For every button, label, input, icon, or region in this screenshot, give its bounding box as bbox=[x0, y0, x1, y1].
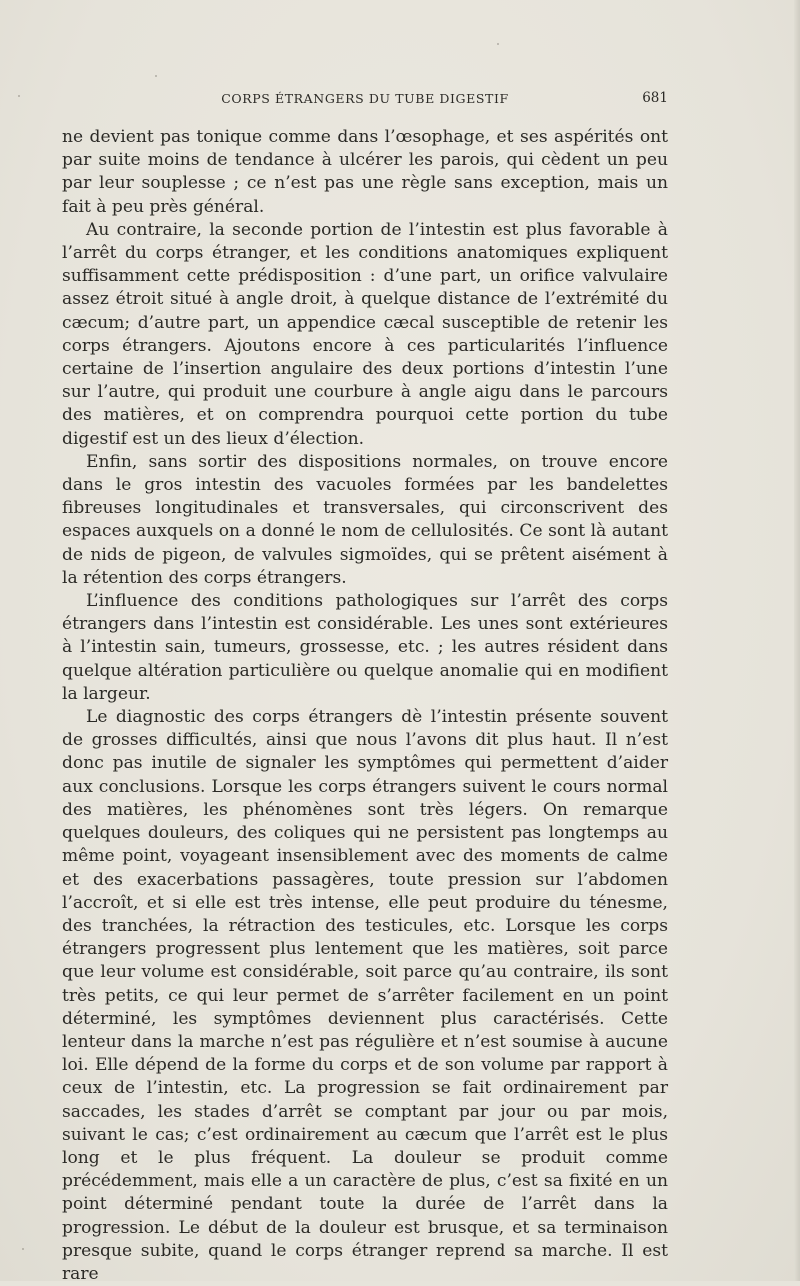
page-edge-shadow bbox=[794, 0, 800, 1281]
running-title: CORPS ÉTRANGERS DU TUBE DIGESTIF bbox=[221, 91, 509, 106]
paragraph-1: ne devient pas tonique comme dans l’œsophage, et ses aspérités ont par suite moins de tendance à ulcérer les parois, qui cèdent un peu par leur souplesse ; ce n’est pas une règle sans exception, mais un fait à peu près général. bbox=[62, 127, 668, 217]
paper-speck bbox=[497, 43, 499, 45]
paragraph-2: Au contraire, la seconde portion de l’intestin est plus favorable à l’arrêt du corps étranger, et les conditions anatomiques expliquent suffisamment cette prédisposition : d’une part, un orifice valvulaire assez étroit situé à angle droit, à quelque distance de l’extrémité du cæcum; d’autre part, un appendice cæcal susceptible de retenir les corps étrangers. Ajoutons encore à ces particularités l’influence certaine de l’insertion angulaire des deux portions d’intestin l’une sur l’autre, qui produit une courbure à angle aigu dans le parcours des matières, et on comprendra pourquoi cette portion du tube digestif est un des lieux d’élection. bbox=[62, 219, 668, 449]
page-header bbox=[62, 89, 668, 109]
paper-speck bbox=[155, 75, 157, 77]
paper-speck bbox=[18, 95, 20, 97]
page-number: 681 bbox=[642, 90, 668, 106]
paragraph-4: L’influence des conditions pathologiques sur l’arrêt des corps étrangers dans l’intestin est considérable. Les unes sont extérieures à l’intestin sain, tumeurs, grossesse, etc. ; les autres résident dans quelque altération particulière ou quelque anomalie qui en modifient la largeur. bbox=[62, 591, 668, 704]
paper-speck bbox=[22, 1248, 24, 1250]
paragraph-5: Le diagnostic des corps étrangers dè l’intestin présente souvent de grosses difficultés, ainsi que nous l’avons dit plus haut. Il n’est donc pas inutile de signaler les symptômes qui permettent d’aider aux conclusions. Lorsque les corps étrangers suivent le cours normal des matières, les phénomènes sont très légers. On remarque quelques douleurs, des coliques qui ne persistent pas longtemps au même point, voyageant insensiblement avec des moments de calme et des exacerbations passagères, toute pression sur l’abdomen l’accroît, et si elle est très intense, elle peut produire du ténesme, des tranchées, la rétraction des testicules, etc. Lorsque les corps étrangers progressent plus lentement que les matières, soit parce que leur volume est considérable, soit parce qu’au contraire, ils sont très petits, ce qui leur permet de s’arrêter facilement en un point déterminé, les symptômes deviennent plus caractérisés. Cette lenteur dans la marche n’est pas régulière et n’est soumise à aucune loi. Elle dépend de la forme du corps et de son volume par rapport à ceux de l’intestin, etc. La progression se fait ordinairement par saccades, les stades d’arrêt se comptant par jour ou par mois, suivant le cas; c’est ordinairement au cæcum que l’arrêt est le plus long et le plus fréquent. La douleur se produit comme précédemment, mais elle a un caractère de plus, c’est sa fixité en un point déterminé pendant toute la durée de l’arrêt dans la progression. Le début de la douleur est brusque, et sa terminaison presque subite, quand le corps étranger reprend sa marche. Il est rare bbox=[62, 707, 668, 1284]
paragraph-3: Enfin, sans sortir des dispositions normales, on trouve encore dans le gros intestin des vacuoles formées par les bandelettes fibreuses longitudinales et transversales, qui circonscrivent des espaces auxquels on a donné le nom de cellulosités. Ce sont là autant de nids de pigeon, de valvules sigmoïdes, qui se prêtent aisément à la rétention des corps étrangers. bbox=[62, 451, 668, 588]
body-text bbox=[62, 126, 668, 1286]
